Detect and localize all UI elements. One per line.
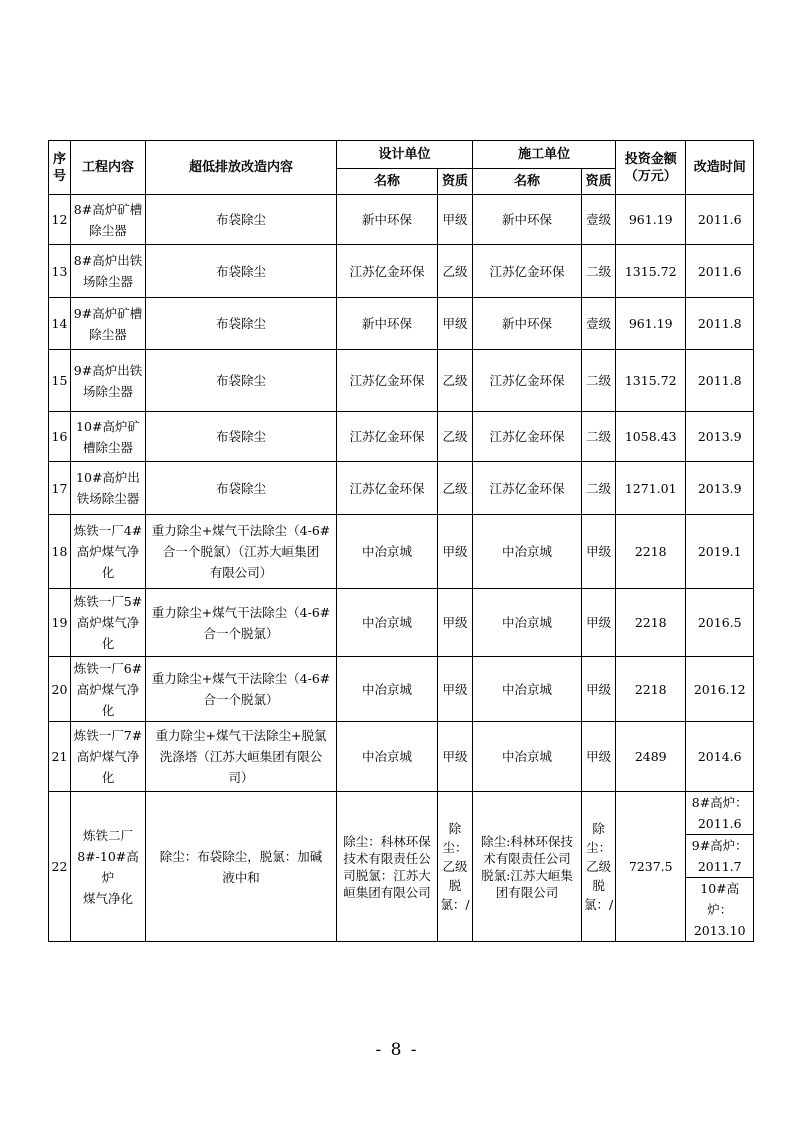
renovation-cell: 重力除尘+煤气干法除尘（4-6# 合一个脱氯）（江苏大峘集团 有限公司） (146, 515, 337, 589)
table-row (49, 722, 754, 792)
time-cell: 2011.8 (686, 350, 754, 412)
header-construction-unit: 施工单位 (473, 141, 616, 169)
header-investment: 投资金额 （万元） (616, 141, 686, 195)
design-name-cell: 江苏亿金环保 (337, 350, 438, 412)
build-qual-cell: 二级 (582, 412, 616, 462)
time-subtable (686, 792, 753, 941)
time-cell: 2016.5 (686, 589, 754, 657)
row-number: 15 (49, 350, 71, 412)
table-row (49, 589, 754, 657)
row-number: 12 (49, 195, 71, 245)
row-number: 18 (49, 515, 71, 589)
design-qual-cell: 甲级 (438, 589, 473, 657)
build-name-cell: 新中环保 (473, 298, 582, 350)
design-qual-cell: 甲级 (438, 657, 473, 722)
investment-table (48, 140, 754, 942)
amount-cell: 2218 (616, 515, 686, 589)
design-name-cell: 中冶京城 (337, 515, 438, 589)
project-cell: 10#高炉矿 槽除尘器 (71, 412, 146, 462)
design-qual-cell: 乙级 (438, 245, 473, 298)
header-design-name: 名称 (337, 169, 438, 195)
design-name-cell: 新中环保 (337, 195, 438, 245)
project-cell: 炼铁一厂5# 高炉煤气净 化 (71, 589, 146, 657)
table-row (49, 792, 754, 942)
row-number: 13 (49, 245, 71, 298)
build-name-cell: 中冶京城 (473, 722, 582, 792)
build-qual-cell: 甲级 (582, 589, 616, 657)
header-build-qual: 资质 (582, 169, 616, 195)
design-name-cell: 新中环保 (337, 298, 438, 350)
build-qual-cell: 壹级 (582, 195, 616, 245)
time-cell: 2011.6 (686, 245, 754, 298)
table-row (49, 412, 754, 462)
page-number: - 8 - (375, 1040, 419, 1060)
build-name-cell: 中冶京城 (473, 657, 582, 722)
table-row (49, 657, 754, 722)
time-entry: 9#高炉： 2011.7 (686, 835, 753, 878)
row-number: 20 (49, 657, 71, 722)
row-number: 17 (49, 462, 71, 515)
build-name-cell: 中冶京城 (473, 515, 582, 589)
amount-cell: 1315.72 (616, 245, 686, 298)
row-number: 16 (49, 412, 71, 462)
row-number: 14 (49, 298, 71, 350)
header-project: 工程内容 (71, 141, 146, 195)
renovation-cell: 布袋除尘 (146, 298, 337, 350)
row-number: 22 (49, 792, 71, 942)
renovation-cell: 重力除尘+煤气干法除尘（4-6# 合一个脱氯） (146, 657, 337, 722)
design-name-cell: 江苏亿金环保 (337, 462, 438, 515)
time-cell (686, 792, 754, 942)
project-cell: 8#高炉矿槽 除尘器 (71, 195, 146, 245)
design-name-cell: 江苏亿金环保 (337, 245, 438, 298)
build-name-cell: 江苏亿金环保 (473, 412, 582, 462)
header-renovation: 超低排放改造内容 (146, 141, 337, 195)
design-qual-cell: 甲级 (438, 195, 473, 245)
build-qual-cell: 壹级 (582, 298, 616, 350)
project-cell: 9#高炉矿槽 除尘器 (71, 298, 146, 350)
table-row (49, 515, 754, 589)
time-cell: 2016.12 (686, 657, 754, 722)
amount-cell: 2489 (616, 722, 686, 792)
time-cell: 2013.9 (686, 412, 754, 462)
design-qual-cell: 乙级 (438, 462, 473, 515)
design-qual-cell: 除 尘： 乙级 脱 氯：/ (438, 792, 473, 942)
design-qual-cell: 乙级 (438, 412, 473, 462)
design-name-cell: 中冶京城 (337, 722, 438, 792)
amount-cell: 1315.72 (616, 350, 686, 412)
header-time: 改造时间 (686, 141, 754, 195)
design-qual-cell: 乙级 (438, 350, 473, 412)
time-cell: 2019.1 (686, 515, 754, 589)
project-cell: 9#高炉出铁 场除尘器 (71, 350, 146, 412)
project-cell: 8#高炉出铁 场除尘器 (71, 245, 146, 298)
project-cell: 炼铁一厂6# 高炉煤气净 化 (71, 657, 146, 722)
build-name-cell: 除尘:科林环保技 术有限责任公司 脱氯:江苏大峘集 团有限公司 (473, 792, 582, 942)
amount-cell: 961.19 (616, 195, 686, 245)
amount-cell: 961.19 (616, 298, 686, 350)
header-design-unit: 设计单位 (337, 141, 473, 169)
build-qual-cell: 二级 (582, 245, 616, 298)
amount-cell: 7237.5 (616, 792, 686, 942)
design-name-cell: 江苏亿金环保 (337, 412, 438, 462)
time-entry: 10#高炉： 2013.10 (686, 878, 753, 942)
table-row (49, 462, 754, 515)
amount-cell: 1271.01 (616, 462, 686, 515)
build-qual-cell: 甲级 (582, 657, 616, 722)
table-row (49, 195, 754, 245)
table-row (49, 298, 754, 350)
project-cell: 10#高炉出 铁场除尘器 (71, 462, 146, 515)
project-cell: 炼铁二厂 8#-10#高炉 煤气净化 (71, 792, 146, 942)
header-seq: 序 号 (49, 141, 71, 195)
amount-cell: 2218 (616, 589, 686, 657)
renovation-cell: 重力除尘+煤气干法除尘（4-6# 合一个脱氯） (146, 589, 337, 657)
design-qual-cell: 甲级 (438, 298, 473, 350)
renovation-cell: 布袋除尘 (146, 245, 337, 298)
project-cell: 炼铁一厂4# 高炉煤气净 化 (71, 515, 146, 589)
renovation-cell: 除尘：布袋除尘，脱氯：加碱 液中和 (146, 792, 337, 942)
renovation-cell: 布袋除尘 (146, 462, 337, 515)
time-cell: 2014.6 (686, 722, 754, 792)
design-qual-cell: 甲级 (438, 515, 473, 589)
row-number: 19 (49, 589, 71, 657)
design-qual-cell: 甲级 (438, 722, 473, 792)
time-cell: 2013.9 (686, 462, 754, 515)
build-name-cell: 江苏亿金环保 (473, 350, 582, 412)
renovation-cell: 重力除尘+煤气干法除尘+脱氯 洗涤塔（江苏大峘集团有限公 司） (146, 722, 337, 792)
time-cell: 2011.6 (686, 195, 754, 245)
design-name-cell: 中冶京城 (337, 657, 438, 722)
renovation-cell: 布袋除尘 (146, 412, 337, 462)
time-cell: 2011.8 (686, 298, 754, 350)
row-number: 21 (49, 722, 71, 792)
build-name-cell: 中冶京城 (473, 589, 582, 657)
renovation-cell: 布袋除尘 (146, 350, 337, 412)
build-qual-cell: 二级 (582, 462, 616, 515)
time-entry: 8#高炉： 2011.6 (691, 795, 748, 831)
amount-cell: 2218 (616, 657, 686, 722)
design-name-cell: 中冶京城 (337, 589, 438, 657)
header-build-name: 名称 (473, 169, 582, 195)
build-name-cell: 江苏亿金环保 (473, 462, 582, 515)
build-qual-cell: 除 尘： 乙级 脱 氯：/ (582, 792, 616, 942)
amount-cell: 1058.43 (616, 412, 686, 462)
build-name-cell: 江苏亿金环保 (473, 245, 582, 298)
project-cell: 炼铁一厂7# 高炉煤气净 化 (71, 722, 146, 792)
header-design-qual: 资质 (438, 169, 473, 195)
table-row (49, 350, 754, 412)
build-qual-cell: 甲级 (582, 722, 616, 792)
build-name-cell: 新中环保 (473, 195, 582, 245)
design-name-cell: 除尘：科林环保 技术有限责任公 司脱氯：江苏大 峘集团有限公司 (337, 792, 438, 942)
build-qual-cell: 二级 (582, 350, 616, 412)
build-qual-cell: 甲级 (582, 515, 616, 589)
table-row (49, 245, 754, 298)
renovation-cell: 布袋除尘 (146, 195, 337, 245)
